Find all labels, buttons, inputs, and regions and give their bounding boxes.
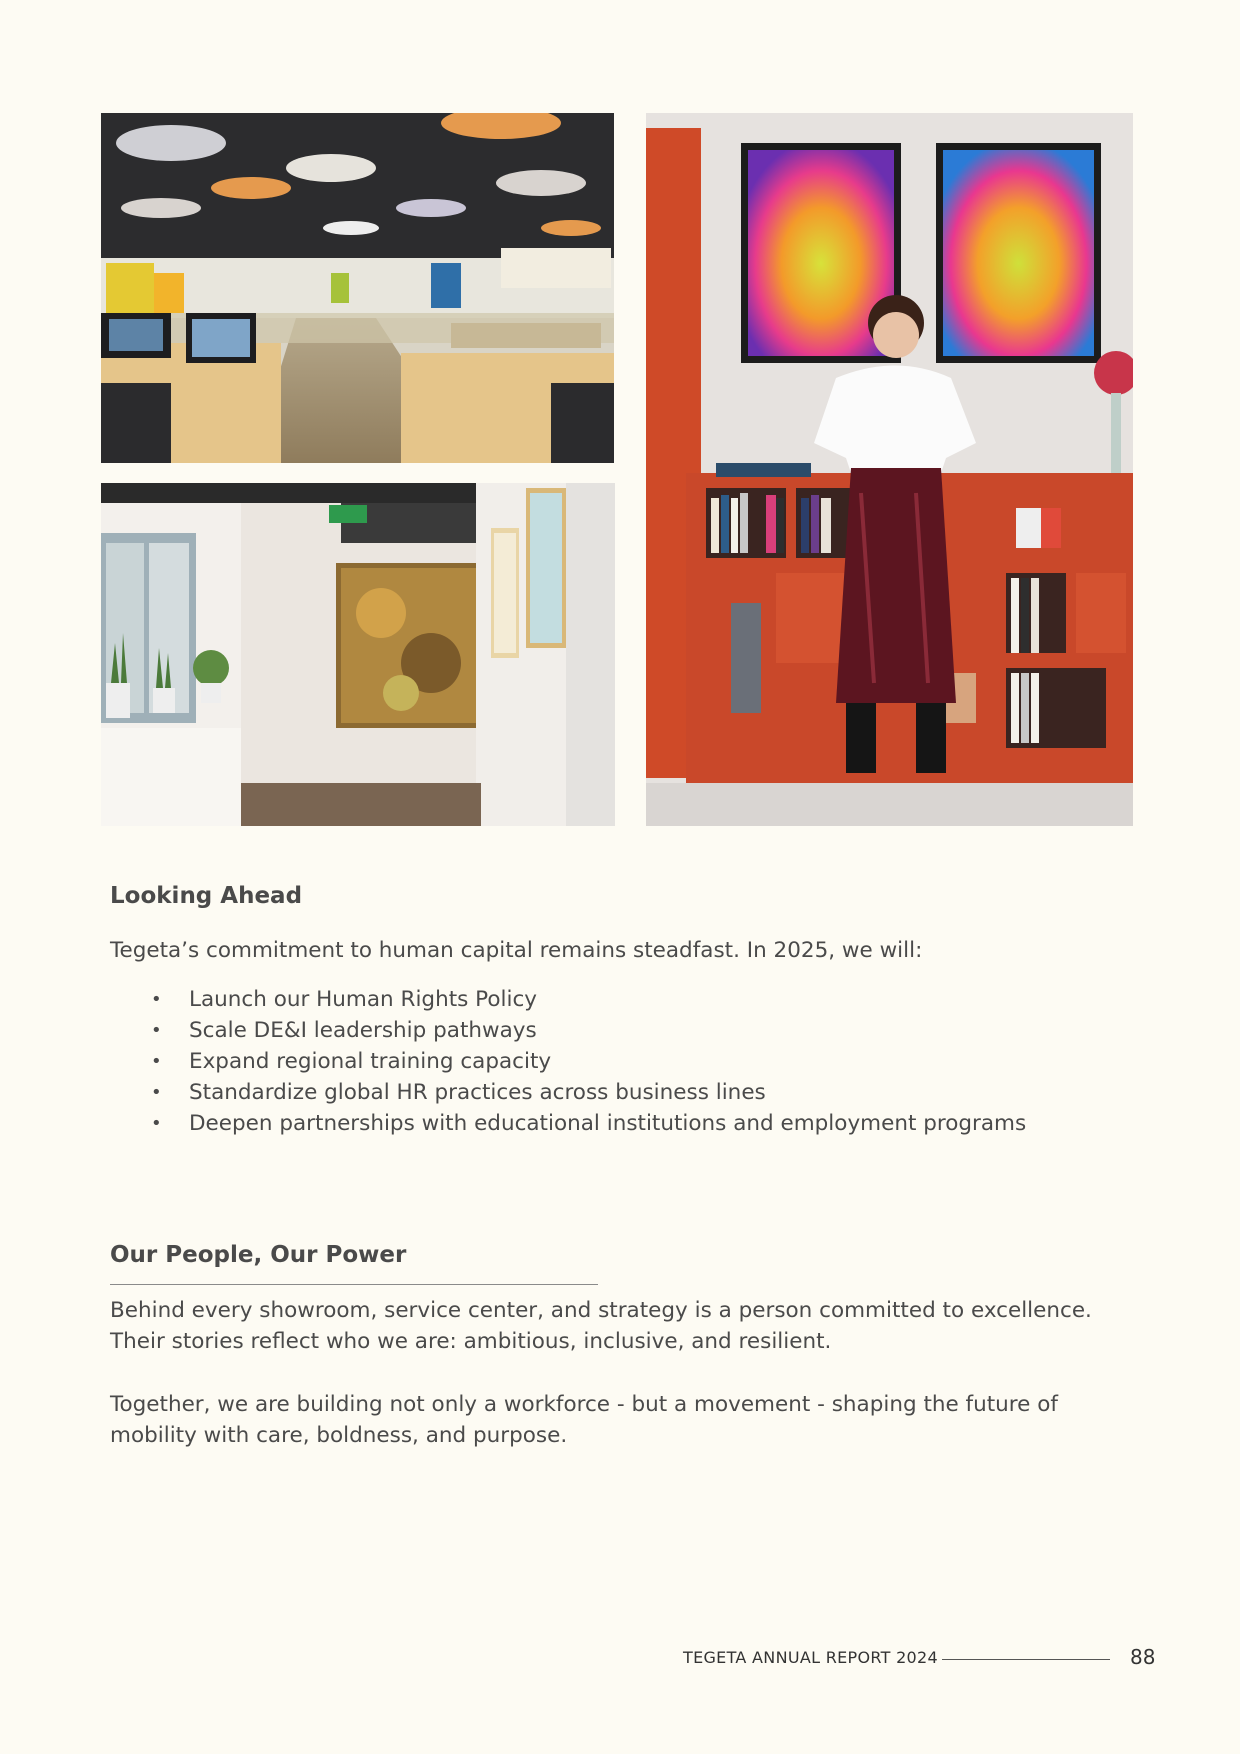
footer-report-title: TEGETA ANNUAL REPORT 2024	[683, 1648, 938, 1667]
footer-divider	[942, 1659, 1110, 1660]
page-number: 88	[1130, 1645, 1156, 1669]
bullet-icon: •	[151, 1082, 162, 1103]
looking-ahead-intro: Tegeta’s commitment to human capital remains steadfast. In 2025, we will:	[110, 938, 923, 963]
list-item: • Launch our Human Rights Policy	[110, 984, 1026, 1015]
our-people-paragraph-2: Together, we are building not only a workforce - but a movement - shaping the future of mobility with care, boldness, and purpose.	[110, 1392, 1058, 1448]
list-item: • Expand regional training capacity	[110, 1046, 1026, 1077]
section-divider	[110, 1284, 598, 1285]
bullet-icon: •	[151, 989, 162, 1010]
our-people-paragraph-1: Behind every showroom, service center, and strategy is a person committed to excellence. Their stories reflect who we are: ambitious, inclusive, and resilient.	[110, 1298, 1092, 1354]
bullet-icon: •	[151, 1051, 162, 1072]
list-item: • Deepen partnerships with educational institutions and employment programs	[110, 1108, 1026, 1139]
office-photo	[101, 113, 614, 463]
list-item: • Standardize global HR practices across business lines	[110, 1077, 1026, 1108]
portrait-photo	[646, 113, 1133, 826]
looking-ahead-heading: Looking Ahead	[110, 883, 303, 909]
gallery-photo	[101, 483, 615, 826]
commitments-list	[110, 984, 1026, 1139]
our-people-heading: Our People, Our Power	[110, 1242, 407, 1268]
bullet-icon: •	[151, 1020, 162, 1041]
list-item: • Scale DE&I leadership pathways	[110, 1015, 1026, 1046]
bullet-icon: •	[151, 1113, 162, 1134]
